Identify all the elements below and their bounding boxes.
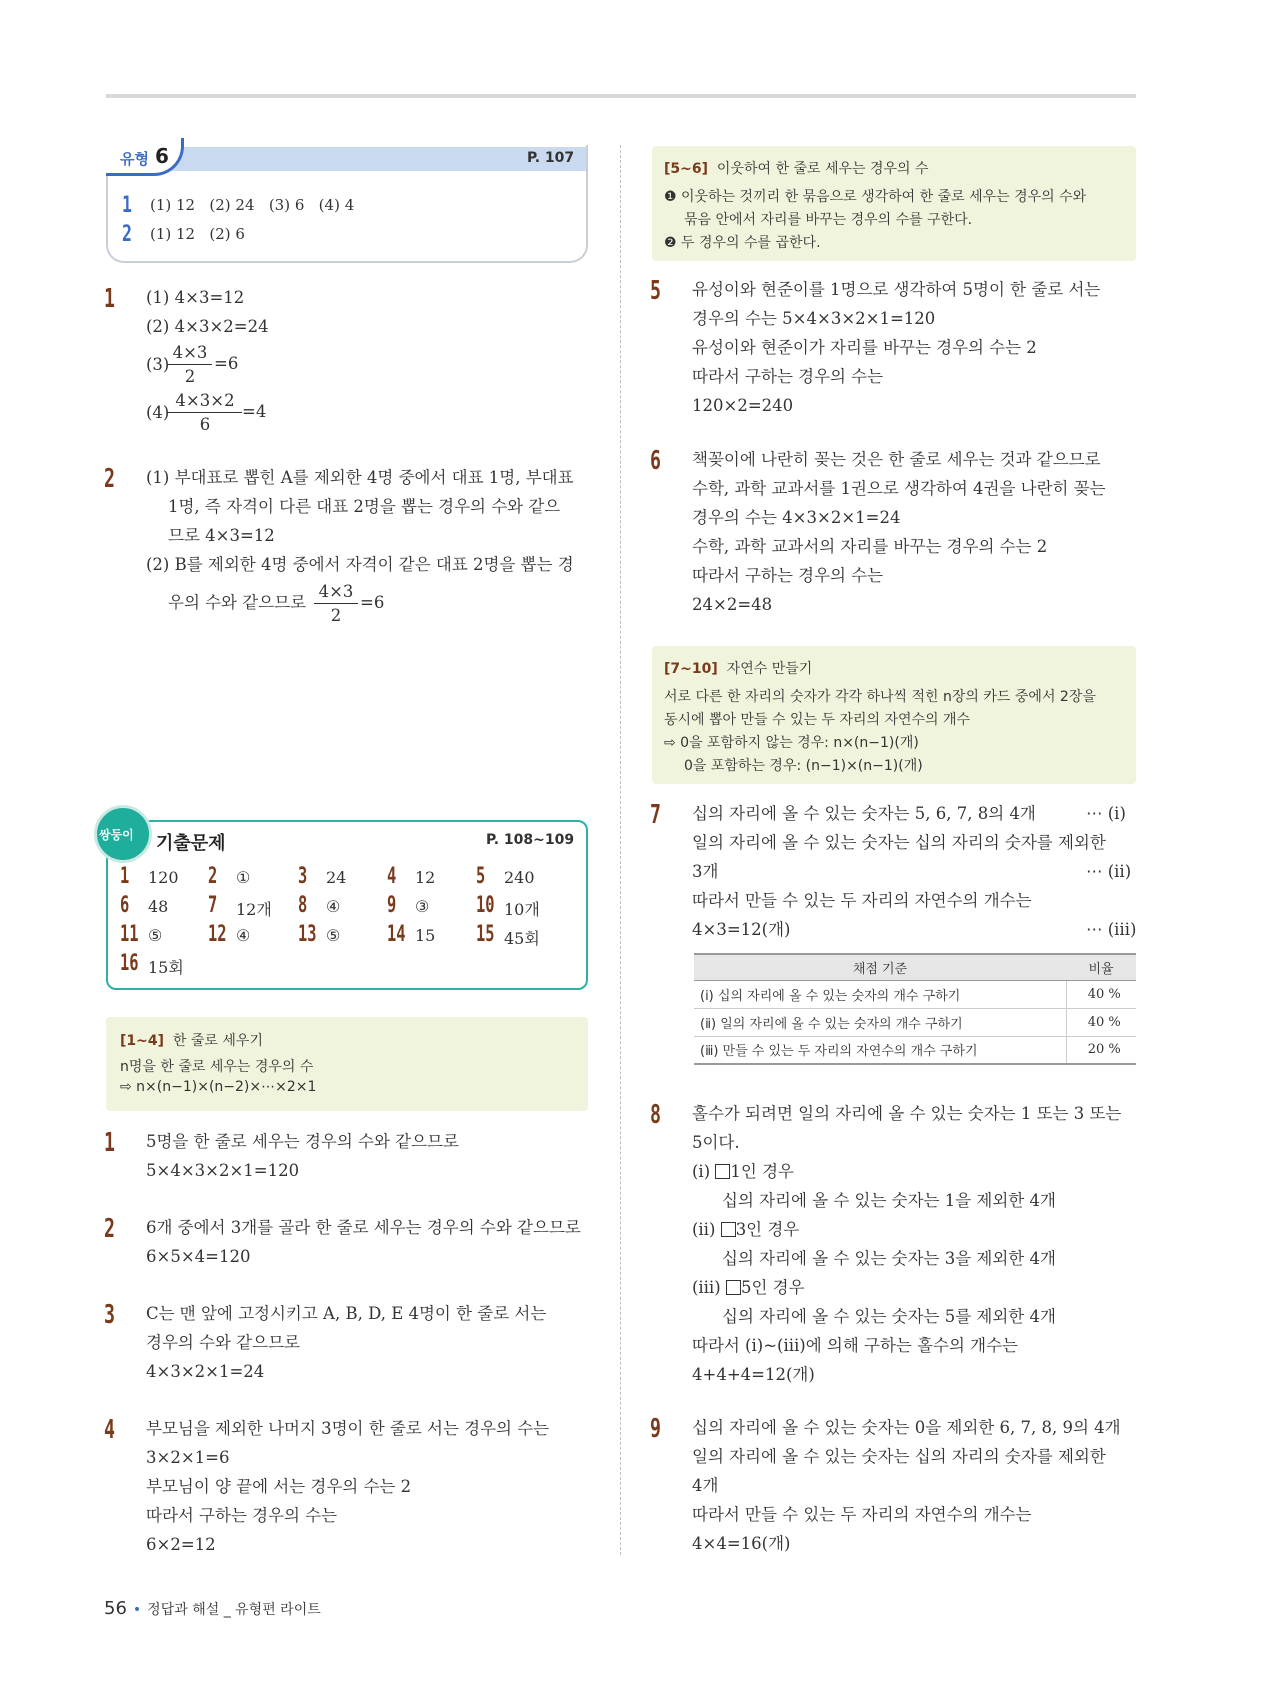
grading-row — [694, 1008, 1136, 1036]
step-marker: ⋯ (ⅰ) — [1086, 804, 1126, 823]
twin-answer-value: ④ — [326, 897, 341, 916]
grading-ratio: 20 % — [1066, 1036, 1136, 1064]
solution-number: 6 — [650, 446, 661, 476]
note-title — [664, 658, 812, 678]
solution-line: (3) — [146, 355, 170, 374]
twin-answer-number: 7 — [208, 893, 218, 918]
page-footer — [104, 1598, 321, 1619]
note-line: 묶음 안에서 자리를 바꾸는 경우의 수를 구한다. — [684, 212, 973, 228]
solution-line: 5명을 한 줄로 세우는 경우의 수와 같으므로 — [146, 1132, 459, 1151]
top-rule — [106, 94, 1136, 98]
solution-line: 유성이와 현준이가 자리를 바꾸는 경우의 수는 2 — [692, 338, 1037, 357]
case-title: 5인 경우 — [740, 1278, 805, 1297]
case-label: (ⅱ) — [692, 1220, 716, 1239]
solution-line: 경우의 수와 같으므로 — [146, 1333, 300, 1352]
grading-header-ratio: 비율 — [1066, 954, 1136, 980]
grading-criteria: (ⅲ) 만들 수 있는 두 자리의 자연수의 개수 구하기 — [694, 1036, 1066, 1064]
twin-answer-number: 16 — [120, 951, 139, 976]
twin-answer-number: 13 — [298, 922, 317, 947]
grading-ratio: 40 % — [1066, 980, 1136, 1008]
solution-line: (1) 4×3=12 — [146, 288, 245, 307]
twin-answer-number: 9 — [387, 893, 397, 918]
solution-number: 3 — [104, 1300, 115, 1330]
solution-line: 6×5×4=120 — [146, 1247, 251, 1266]
twin-answer-number: 5 — [476, 864, 486, 889]
solution-line: 부모님을 제외한 나머지 3명이 한 줄로 서는 경우의 수는 — [146, 1419, 550, 1438]
note-line: ⇨ 0을 포함하지 않는 경우: n×(n−1)(개) — [664, 735, 919, 751]
grading-header-row — [694, 954, 1136, 980]
fraction-numerator: 4×3×2 — [175, 391, 235, 410]
solution-number: 1 — [104, 1128, 115, 1158]
twin-title: 기출문제 — [156, 833, 226, 854]
step-marker: ⋯ (ⅲ) — [1086, 920, 1137, 939]
solution-line: 십의 자리에 올 수 있는 숫자는 5, 6, 7, 8의 4개 — [692, 804, 1036, 823]
blank-box-icon — [726, 1280, 741, 1295]
type-number: 6 — [155, 144, 169, 168]
solution-line: 므로 4×3=12 — [168, 526, 275, 545]
twin-answer-value: 24 — [326, 868, 347, 887]
twin-answer-number: 10 — [476, 893, 495, 918]
twin-answer-value: ④ — [236, 926, 251, 945]
solution-line: 책꽂이에 나란히 꽂는 것은 한 줄로 세우는 것과 같으므로 — [692, 450, 1101, 469]
solution-line: 따라서 구하는 경우의 수는 — [692, 367, 884, 386]
twin-answer-value: ⑤ — [148, 926, 163, 945]
twin-answer-value: ③ — [415, 897, 430, 916]
solution-line — [692, 1162, 794, 1182]
twin-answer-value: 12개 — [236, 900, 272, 919]
note-line: 0을 포함하는 경우: (n−1)×(n−1)(개) — [684, 758, 923, 774]
fraction-denominator: 2 — [184, 367, 196, 386]
solution-line: 십의 자리에 올 수 있는 숫자는 0을 제외한 6, 7, 8, 9의 4개 — [692, 1418, 1121, 1437]
solution-number: 7 — [650, 800, 661, 830]
case-title: 1인 경우 — [730, 1162, 794, 1181]
solution-line: 3개 — [692, 862, 719, 881]
blank-box-icon — [721, 1222, 736, 1237]
note-line: n명을 한 줄로 세우는 경우의 수 — [120, 1059, 314, 1075]
quick-answer-text: (1) 12 (2) 24 (3) 6 (4) 4 — [150, 196, 355, 214]
solution-line: 120×2=240 — [692, 396, 794, 415]
solution-line: 4+4+4=12(개) — [692, 1365, 815, 1384]
grading-row — [694, 1036, 1136, 1064]
twin-answer-value: 240 — [504, 868, 535, 887]
twin-answer-value: ① — [236, 868, 251, 887]
note-tag: [5~6] — [664, 161, 709, 177]
type-label: 유형 — [120, 150, 149, 168]
solution-line: 5이다. — [692, 1133, 740, 1152]
solution-line: 십의 자리에 올 수 있는 숫자는 5를 제외한 4개 — [722, 1307, 1056, 1326]
type-page-ref: P. 107 — [527, 150, 575, 166]
solution-line: 따라서 구하는 경우의 수는 — [692, 566, 884, 585]
step-marker: ⋯ (ⅱ) — [1086, 862, 1132, 881]
twin-answer-number: 1 — [120, 864, 130, 889]
twin-badge-label: 쌍둥이 — [99, 828, 134, 842]
solution-line: =6 — [360, 593, 385, 612]
solution-line: 24×2=48 — [692, 595, 773, 614]
blank-box-icon — [715, 1164, 730, 1179]
grading-header-criteria: 채점 기준 — [694, 954, 1066, 980]
fraction — [168, 343, 212, 386]
solution-line: 경우의 수는 4×3×2×1=24 — [692, 508, 901, 527]
note-title — [120, 1030, 263, 1050]
column-divider — [620, 145, 621, 1555]
quick-answer-number: 1 — [122, 193, 132, 218]
solution-line: 우의 수와 같으므로 — [168, 593, 307, 612]
twin-answer-value: 48 — [148, 897, 169, 916]
solution-line: 수학, 과학 교과서를 1권으로 생각하여 4권을 나란히 꽂는 — [692, 479, 1106, 498]
grading-table — [694, 953, 1136, 1065]
solution-number: 2 — [104, 1214, 115, 1244]
solution-line: 6개 중에서 3개를 골라 한 줄로 세우는 경우의 수와 같으므로 — [146, 1218, 581, 1237]
note-line: ❷ 두 경우의 수를 곱한다. — [664, 235, 821, 251]
twin-answer-value: 15회 — [148, 958, 184, 977]
twin-answer-number: 4 — [387, 864, 397, 889]
grading-criteria: (ⅱ) 일의 자리에 올 수 있는 숫자의 개수 구하기 — [694, 1008, 1066, 1036]
solution-line — [692, 1220, 799, 1240]
note-line: 서로 다른 한 자리의 숫자가 각각 하나씩 적힌 n장의 카드 중에서 2장을 — [664, 689, 1096, 705]
twin-answer-value: 45회 — [504, 929, 540, 948]
solution-line: 4×3=12(개) — [692, 920, 791, 939]
footer-title: 정답과 해설 _ 유형편 라이트 — [147, 1602, 321, 1618]
fraction-numerator: 4×3 — [172, 343, 208, 362]
twin-answer-number: 12 — [208, 922, 227, 947]
case-label: (ⅲ) — [692, 1278, 721, 1297]
solution-number: 4 — [104, 1415, 115, 1445]
solution-line: 수학, 과학 교과서의 자리를 바꾸는 경우의 수는 2 — [692, 537, 1048, 556]
fraction — [314, 582, 358, 625]
solution-line: =4 — [242, 402, 267, 421]
solution-line: (1) 부대표로 뽑힌 A를 제외한 4명 중에서 대표 1명, 부대표 — [146, 468, 574, 487]
page-number: 56 — [104, 1598, 127, 1619]
solution-line: 따라서 만들 수 있는 두 자리의 자연수의 개수는 — [692, 1505, 1032, 1524]
grading-criteria: (ⅰ) 십의 자리에 올 수 있는 숫자의 개수 구하기 — [694, 980, 1066, 1008]
grading-row — [694, 980, 1136, 1008]
fraction — [168, 391, 242, 434]
solution-line: 십의 자리에 올 수 있는 숫자는 1을 제외한 4개 — [722, 1191, 1056, 1210]
solution-line: (2) B를 제외한 4명 중에서 자격이 같은 대표 2명을 뽑는 경 — [146, 555, 574, 574]
solution-line: 십의 자리에 올 수 있는 숫자는 3을 제외한 4개 — [722, 1249, 1056, 1268]
twin-answer-number: 6 — [120, 893, 130, 918]
solution-line: 따라서 만들 수 있는 두 자리의 자연수의 개수는 — [692, 891, 1032, 910]
twin-answer-value: ⑤ — [326, 926, 341, 945]
twin-answer-number: 11 — [120, 922, 139, 947]
quick-answer-number: 2 — [122, 222, 132, 247]
twin-answer-number: 8 — [298, 893, 308, 918]
twin-answer-number: 14 — [387, 922, 406, 947]
note-line: 동시에 뽑아 만들 수 있는 두 자리의 자연수의 개수 — [664, 712, 971, 728]
solution-line: 일의 자리에 올 수 있는 숫자는 십의 자리의 숫자를 제외한 — [692, 833, 1106, 852]
note-line: ⇨ n×(n−1)×(n−2)×⋯×2×1 — [120, 1079, 317, 1095]
note-tag: [7~10] — [664, 661, 718, 677]
solution-line: 4개 — [692, 1476, 719, 1495]
twin-page-ref: P. 108~109 — [486, 832, 575, 848]
twin-answer-number: 2 — [208, 864, 218, 889]
solution-number: 2 — [104, 464, 115, 494]
solution-line: 4×3×2×1=24 — [146, 1362, 265, 1381]
solution-line: 6×2=12 — [146, 1535, 216, 1554]
solution-line: 따라서 구하는 경우의 수는 — [146, 1506, 338, 1525]
solution-line: 5×4×3×2×1=120 — [146, 1161, 300, 1180]
solution-number: 5 — [650, 276, 661, 306]
solution-line: 유성이와 현준이를 1명으로 생각하여 5명이 한 줄로 서는 — [692, 280, 1101, 299]
note-title-text: 한 줄로 세우기 — [172, 1033, 263, 1049]
solution-line: (4) — [146, 403, 170, 422]
solution-line: =6 — [214, 354, 239, 373]
note-title-text: 이웃하여 한 줄로 세우는 경우의 수 — [716, 161, 929, 177]
solution-line: 3×2×1=6 — [146, 1448, 230, 1467]
solution-line: 부모님이 양 끝에 서는 경우의 수는 2 — [146, 1477, 412, 1496]
bullet-dot-icon: • — [132, 1602, 142, 1618]
solution-line: C는 맨 앞에 고정시키고 A, B, D, E 4명이 한 줄로 서는 — [146, 1304, 547, 1323]
solution-number: 1 — [104, 284, 115, 314]
solution-line: (2) 4×3×2=24 — [146, 317, 269, 336]
note-title — [664, 158, 929, 178]
twin-answer-value: 10개 — [504, 900, 540, 919]
quick-answer-text: (1) 12 (2) 6 — [150, 225, 245, 243]
twin-answer-value: 15 — [415, 926, 436, 945]
twin-answer-value: 120 — [148, 868, 179, 887]
solution-line: 4×4=16(개) — [692, 1534, 791, 1553]
twin-answer-number: 3 — [298, 864, 308, 889]
fraction-numerator: 4×3 — [318, 582, 354, 601]
solution-number: 8 — [650, 1100, 661, 1130]
solution-line: 1명, 즉 자격이 다른 대표 2명을 뽑는 경우의 수와 같으 — [168, 497, 561, 516]
case-label: (ⅰ) — [692, 1162, 711, 1181]
solution-line: 경우의 수는 5×4×3×2×1=120 — [692, 309, 936, 328]
solution-line: 일의 자리에 올 수 있는 숫자는 십의 자리의 숫자를 제외한 — [692, 1447, 1106, 1466]
note-line: ❶ 이웃하는 것끼리 한 묶음으로 생각하여 한 줄로 세우는 경우의 수와 — [664, 189, 1087, 205]
note-tag: [1~4] — [120, 1033, 165, 1049]
grading-ratio: 40 % — [1066, 1008, 1136, 1036]
solution-number: 9 — [650, 1414, 661, 1444]
solution-line: 홀수가 되려면 일의 자리에 올 수 있는 숫자는 1 또는 3 또는 — [692, 1104, 1122, 1123]
solution-line: 따라서 (ⅰ)~(ⅲ)에 의해 구하는 홀수의 개수는 — [692, 1336, 1018, 1355]
fraction-denominator: 2 — [330, 606, 342, 625]
solution-line — [692, 1278, 805, 1298]
case-title: 3인 경우 — [735, 1220, 800, 1239]
twin-answer-value: 12 — [415, 868, 436, 887]
twin-answer-number: 15 — [476, 922, 495, 947]
note-title-text: 자연수 만들기 — [726, 661, 813, 677]
fraction-denominator: 6 — [199, 415, 211, 434]
